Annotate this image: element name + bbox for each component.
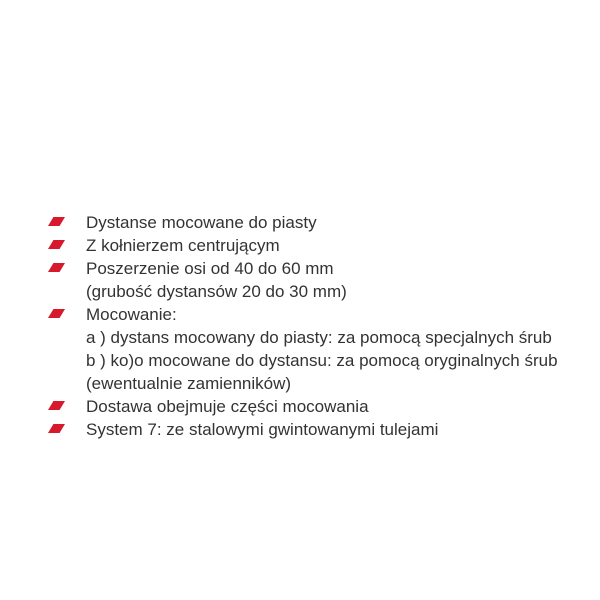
feature-text: a ) dystans mocowany do piasty: za pomocą specjalnych śrub [86, 328, 552, 347]
feature-item [48, 211, 588, 234]
feature-text: (grubość dystansów 20 do 30 mm) [86, 282, 347, 301]
feature-item [48, 395, 588, 418]
bullet-icon [48, 217, 65, 226]
feature-text: (ewentualnie zamienników) [86, 374, 292, 393]
feature-text: System 7: ze stalowymi gwintowanymi tulejami [86, 420, 439, 439]
feature-text: Z kołnierzem centrującym [86, 236, 280, 255]
feature-list [48, 211, 588, 441]
bullet-icon [48, 263, 65, 272]
feature-text: Dystanse mocowane do piasty [86, 213, 317, 232]
feature-item [48, 234, 588, 257]
feature-text: b ) ko)o mocowane do dystansu: za pomocą oryginalnych śrub [86, 351, 558, 370]
bullet-icon [48, 309, 65, 318]
bullet-icon [48, 240, 65, 249]
feature-text: Mocowanie: [86, 305, 177, 324]
feature-item [48, 303, 588, 395]
feature-text: Dostawa obejmuje części mocowania [86, 397, 369, 416]
feature-text: Poszerzenie osi od 40 do 60 mm [86, 259, 334, 278]
bullet-icon [48, 401, 65, 410]
bullet-icon [48, 424, 65, 433]
feature-item [48, 257, 588, 303]
feature-item [48, 418, 588, 441]
